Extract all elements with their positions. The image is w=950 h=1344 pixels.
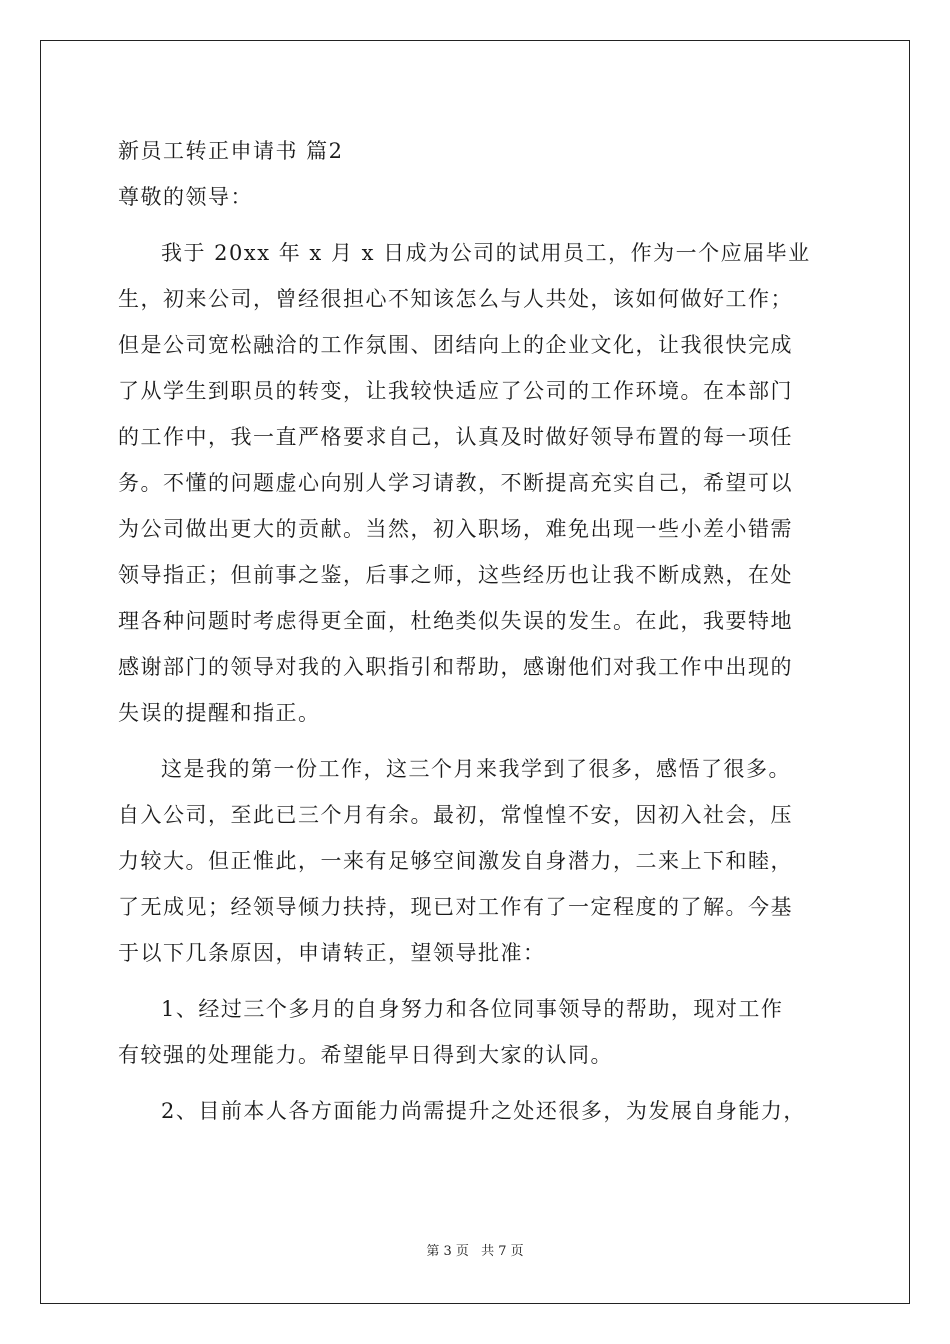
paragraph-line: 了从学生到职员的转变，让我较快适应了公司的工作环境。在本部门: [118, 379, 793, 403]
paragraph-line: 务。不懂的问题虚心向别人学习请教，不断提高充实自己，希望可以: [118, 471, 793, 495]
page-total: 共 7 页: [481, 1244, 524, 1259]
salutation: 尊敬的领导：: [118, 185, 253, 209]
document-title: 新员工转正申请书 篇2: [118, 139, 344, 163]
paragraph-line: 领导指正；但前事之鉴，后事之师，这些经历也让我不断成熟，在处: [118, 563, 793, 587]
paragraph-line: 生，初来公司，曾经很担心不知该怎么与人共处，该如何做好工作；: [118, 287, 793, 311]
paragraph-line: 2、目前本人各方面能力尚需提升之处还很多，为发展自身能力，: [161, 1099, 806, 1123]
paragraph-line: 力较大。但正惟此，一来有足够空间激发自身潜力，二来上下和睦，: [118, 849, 793, 873]
paragraph-line: 自入公司，至此已三个月有余。最初，常惶惶不安，因初入社会，压: [118, 803, 793, 827]
paragraph-line: 我于 20xx 年 x 月 x 日成为公司的试用员工，作为一个应届毕业: [161, 241, 811, 265]
paragraph-1: [118, 230, 838, 736]
paragraph-line: 的工作中，我一直严格要求自己，认真及时做好领导布置的每一项任: [118, 425, 793, 449]
paragraph-line: 这是我的第一份工作，这三个月来我学到了很多，感悟了很多。: [161, 757, 791, 781]
paragraph-line: 1、经过三个多月的自身努力和各位同事领导的帮助，现对工作: [161, 997, 784, 1021]
paragraph-line: 为公司做出更大的贡献。当然，初入职场，难免出现一些小差小错需: [118, 517, 793, 541]
document-body: [118, 128, 838, 1134]
paragraph-line: 了无成见；经领导倾力扶持，现已对工作有了一定程度的了解。今基: [118, 895, 793, 919]
paragraph-line: 感谢部门的领导对我的入职指引和帮助，感谢他们对我工作中出现的: [118, 655, 793, 679]
page-footer: [0, 1240, 950, 1259]
paragraph-line: 于以下几条原因，申请转正，望领导批准：: [118, 941, 546, 965]
paragraph-2: [118, 746, 838, 976]
paragraph-line: 但是公司宽松融洽的工作氛围、团结向上的企业文化，让我很快完成: [118, 333, 793, 357]
paragraph-line: 有较强的处理能力。希望能早日得到大家的认同。: [118, 1043, 613, 1067]
paragraph-4: [118, 1088, 838, 1134]
paragraph-line: 失误的提醒和指正。: [118, 701, 321, 725]
paragraph-3: [118, 986, 838, 1078]
paragraph-line: 理各种问题时考虑得更全面，杜绝类似失误的发生。在此，我要特地: [118, 609, 793, 633]
page-number: 第 3 页: [426, 1244, 469, 1259]
